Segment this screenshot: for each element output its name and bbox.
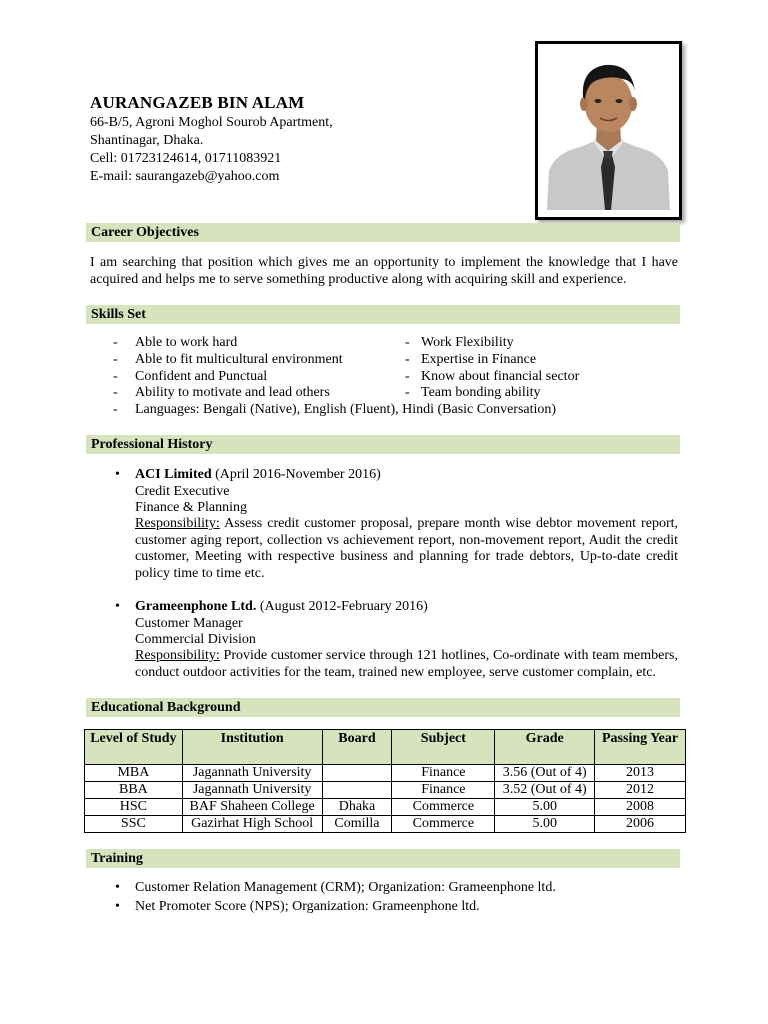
table-cell: 2006 [595, 816, 686, 833]
skill-dash: - [113, 335, 118, 350]
table-cell: Jagannath University [182, 782, 322, 799]
table-row [85, 799, 686, 816]
responsibility-label: Responsibility: [135, 648, 220, 663]
table-row [85, 816, 686, 833]
section-header-career: Career Objectives [86, 223, 680, 242]
table-cell: Jagannath University [182, 765, 322, 782]
table-cell: Finance [392, 782, 495, 799]
table-row [85, 782, 686, 799]
job-title-line [135, 467, 381, 483]
skill-dash: - [113, 402, 118, 417]
table-cell: Finance [392, 765, 495, 782]
skill-dash: - [113, 369, 118, 384]
job-role: Credit Executive [135, 484, 230, 499]
bullet-icon: • [115, 467, 120, 482]
career-objective-text: I am searching that position which gives me an opportunity to implement the knowledge that I have acquired and helps me to serve something productive along with acquiring skill and experience. [90, 255, 678, 287]
profile-photo [535, 41, 682, 220]
resume-name: AURANGAZEB BIN ALAM [90, 93, 305, 112]
table-row [85, 765, 686, 782]
skill-dash: - [113, 385, 118, 400]
table-cell [322, 765, 392, 782]
column-header: Subject [392, 730, 495, 765]
section-header-training: Training [86, 849, 680, 868]
bullet-icon: • [115, 880, 120, 895]
skill-item: Know about financial sector [421, 369, 580, 384]
address-line-1: 66-B/5, Agroni Moghol Sourob Apartment, [90, 115, 333, 130]
company-name: ACI Limited [135, 467, 212, 482]
responsibility-text: Assess credit customer proposal, prepare month wise debtor movement report, customer aging report, collection vs achievement report, non-movement report, Audit the credit customer, Meeting with respective business and planning for trade debtors, Up-to-date credit policy time to time etc. [135, 516, 678, 581]
table-cell: 3.56 (Out of 4) [495, 765, 595, 782]
table-header-row [85, 730, 686, 765]
table-cell: BAF Shaheen College [182, 799, 322, 816]
section-header-skills: Skills Set [86, 305, 680, 324]
skill-item: Confident and Punctual [135, 369, 268, 384]
profile-photo-icon [545, 51, 672, 210]
bullet-icon: • [115, 599, 120, 614]
responsibility-label: Responsibility: [135, 516, 220, 531]
responsibility-text: Provide customer service through 121 hotlines, Co-ordinate with team members, conduct outdoor activities for the team, trained new employee, serve customer complain, etc. [135, 648, 678, 680]
training-item: Net Promoter Score (NPS); Organization: Grameenphone ltd. [135, 899, 480, 914]
job-responsibility [135, 648, 678, 681]
job-department: Commercial Division [135, 632, 256, 647]
skill-item: Able to work hard [135, 335, 238, 350]
skill-dash: - [113, 352, 118, 367]
column-header: Grade [495, 730, 595, 765]
job-period: (August 2012-February 2016) [256, 599, 428, 614]
table-cell: Commerce [392, 799, 495, 816]
address-line-2: Shantinagar, Dhaka. [90, 133, 204, 148]
skill-dash: - [405, 385, 410, 400]
table-cell: BBA [85, 782, 183, 799]
job-role: Customer Manager [135, 616, 243, 631]
email-address: E-mail: saurangazeb@yahoo.com [90, 169, 280, 184]
skill-languages: Languages: Bengali (Native), English (Fluent), Hindi (Basic Conversation) [135, 402, 557, 417]
section-header-history: Professional History [86, 435, 680, 454]
skill-item: Team bonding ability [421, 385, 541, 400]
table-cell: 2013 [595, 765, 686, 782]
training-item: Customer Relation Management (CRM); Organization: Grameenphone ltd. [135, 880, 556, 895]
section-header-education: Educational Background [86, 698, 680, 717]
table-cell: Comilla [322, 816, 392, 833]
column-header: Board [322, 730, 392, 765]
column-header: Institution [182, 730, 322, 765]
table-cell [322, 782, 392, 799]
table-cell: 5.00 [495, 799, 595, 816]
skill-item: Able to fit multicultural environment [135, 352, 343, 367]
table-cell: SSC [85, 816, 183, 833]
table-cell: HSC [85, 799, 183, 816]
cell-numbers: Cell: 01723124614, 01711083921 [90, 151, 282, 166]
company-name: Grameenphone Ltd. [135, 599, 257, 614]
skill-item: Work Flexibility [421, 335, 514, 350]
bullet-icon: • [115, 899, 120, 914]
table-cell: 3.52 (Out of 4) [495, 782, 595, 799]
skill-dash: - [405, 335, 410, 350]
education-table [84, 729, 686, 833]
table-cell: Dhaka [322, 799, 392, 816]
job-title-line [135, 599, 428, 615]
table-cell: 2012 [595, 782, 686, 799]
table-cell: Gazirhat High School [182, 816, 322, 833]
table-cell: MBA [85, 765, 183, 782]
table-cell: 5.00 [495, 816, 595, 833]
skill-item: Ability to motivate and lead others [135, 385, 330, 400]
skill-dash: - [405, 369, 410, 384]
table-cell: 2008 [595, 799, 686, 816]
job-department: Finance & Planning [135, 500, 247, 515]
column-header: Level of Study [85, 730, 183, 765]
job-period: (April 2016-November 2016) [211, 467, 381, 482]
column-header: Passing Year [595, 730, 686, 765]
table-cell: Commerce [392, 816, 495, 833]
job-responsibility [135, 516, 678, 582]
skill-item: Expertise in Finance [421, 352, 537, 367]
skill-dash: - [405, 352, 410, 367]
